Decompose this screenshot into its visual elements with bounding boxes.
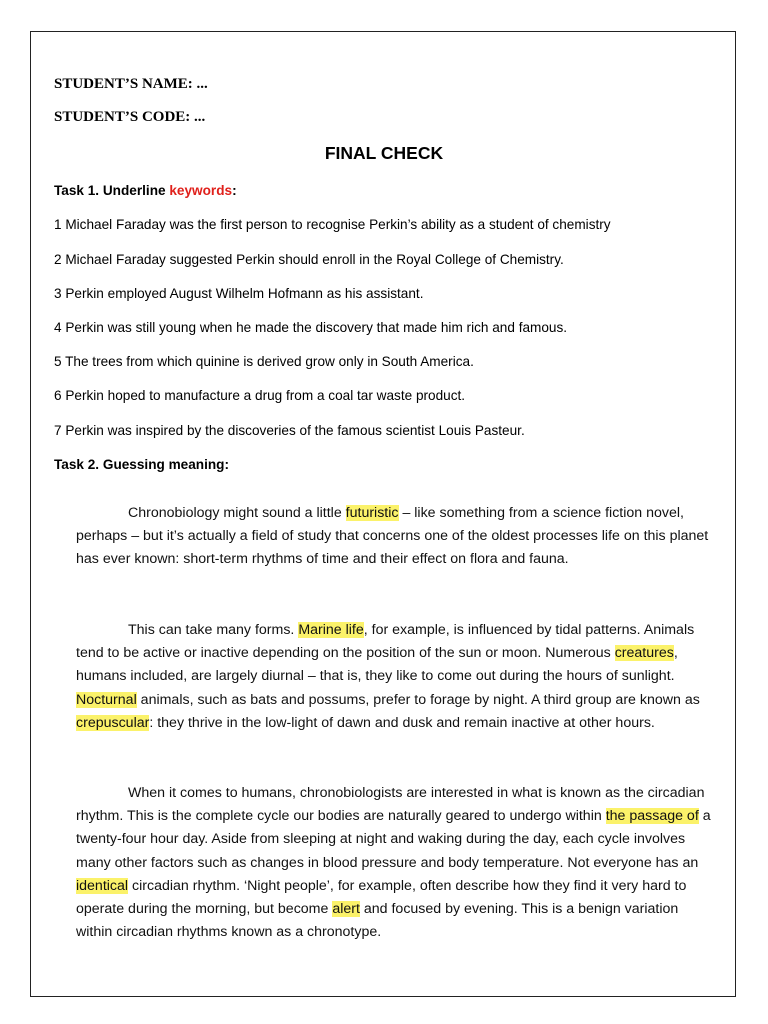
- task1-heading-prefix: Task 1. Underline: [54, 183, 170, 198]
- passage-text: circadian rhythm. ‘Night people’, for example, often describe how they find it very hard to operate during the morning, but become: [76, 877, 687, 918]
- passage-paragraph-3: [76, 782, 716, 944]
- highlighted-word: alert: [332, 901, 360, 918]
- task1-heading: [54, 183, 237, 198]
- student-code-label: STUDENT’S CODE: ...: [54, 109, 206, 125]
- passage-text: , for example, is influenced by tidal patterns. Animals tend to be active or inactive depending on the position of the sun or moon. Numerous: [76, 622, 695, 662]
- highlighted-word: Nocturnal: [76, 691, 137, 708]
- task1-item-7: 7 Perkin was inspired by the discoveries of the famous scientist Louis Pasteur.: [54, 423, 525, 438]
- passage-text: and focused by evening. This is a benign variation within circadian rhythms known as a chronotype.: [76, 901, 679, 941]
- paragraph-text: [76, 619, 716, 735]
- highlighted-word: creatures: [614, 645, 674, 662]
- task1-heading-suffix: :: [232, 183, 237, 198]
- passage-paragraph-1: [76, 502, 716, 572]
- highlighted-word: futuristic: [345, 505, 399, 521]
- highlighted-word: Marine life: [298, 622, 364, 638]
- highlighted-word: the passage of: [605, 808, 699, 825]
- student-name-label: STUDENT’S NAME: ...: [54, 76, 208, 92]
- task1-item-6: 6 Perkin hoped to manufacture a drug from a coal tar waste product.: [54, 388, 466, 403]
- task1-item-2: 2 Michael Faraday suggested Perkin should enroll in the Royal College of Chemistry.: [54, 252, 564, 267]
- task1-item-1: 1 Michael Faraday was the first person to recognise Perkin’s ability as a student of chemistry: [54, 217, 611, 232]
- highlighted-word: crepuscular: [76, 714, 150, 731]
- passage-text: , humans included, are largely diurnal – that is, they like to come out during the hours of sunlight.: [76, 645, 678, 685]
- task1-item-5: 5 The trees from which quinine is derived grow only in South America.: [54, 354, 474, 369]
- passage-text: This can take many forms.: [128, 622, 299, 638]
- passage-text: a twenty-four hour day. Aside from sleeping at night and waking during the day, each cycle involves many other factors such as changes in blood pressure and body temperature. Not everyone has an: [76, 808, 711, 871]
- highlighted-word: identical: [76, 877, 129, 894]
- task1-item-4: 4 Perkin was still young when he made the discovery that made him rich and famous.: [54, 320, 568, 335]
- passage-paragraph-2: [76, 619, 716, 735]
- paragraph-text: [76, 502, 716, 572]
- passage-text: : they thrive in the low-light of dawn and dusk and remain inactive at other hours.: [149, 714, 655, 731]
- page-title: FINAL CHECK: [324, 143, 444, 163]
- task1-item-3: 3 Perkin employed August Wilhelm Hofmann as his assistant.: [54, 286, 424, 301]
- paragraph-text: [76, 782, 716, 944]
- passage-text: When it comes to humans, chronobiologists are interested in what is known as the circadian rhythm. This is the complete cycle our bodies are naturally geared to undergo within: [76, 785, 705, 825]
- passage-text: Chronobiology might sound a little: [128, 505, 346, 521]
- passage-text: – like something from a science fiction novel, perhaps – but it’s actually a field of study that concerns one of the oldest processes life on this planet has ever known: short-term rhythms of time and their effect on flora and fauna.: [76, 505, 709, 568]
- task1-heading-keyword: keywords: [169, 183, 233, 198]
- passage-text: animals, such as bats and possums, prefer to forage by night. A third group are known as: [136, 691, 700, 708]
- task2-heading: Task 2. Guessing meaning:: [54, 457, 230, 472]
